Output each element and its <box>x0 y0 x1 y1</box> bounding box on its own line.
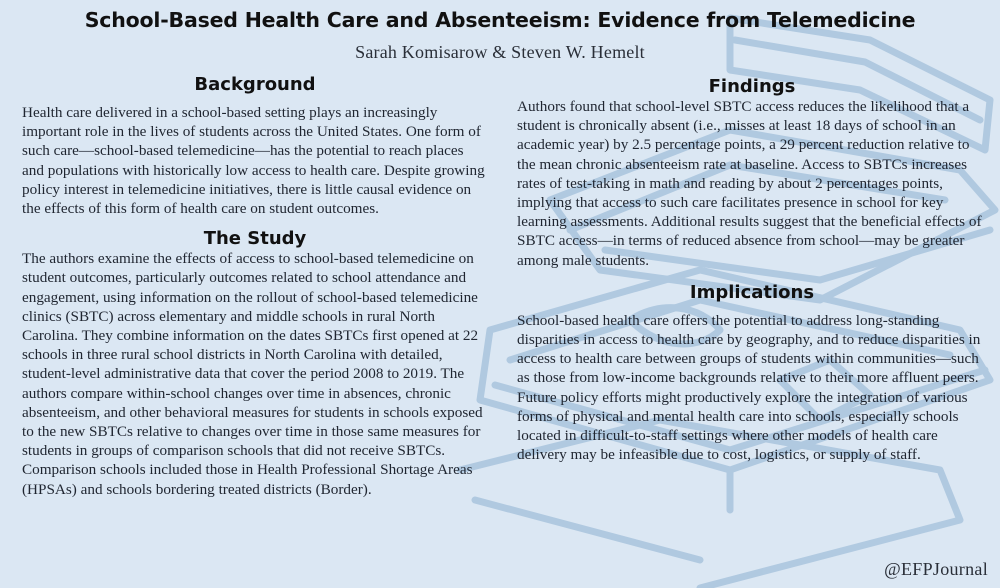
implications-text: School-based health care offers the potential to address long-standing disparities in access to health care by geography, and to reduce disparities in access to health care between groups of students within communities—such as those from low-income backgrounds relative to their more affluent peers. Future policy efforts might productively explore the integration of various forms of physical and mental health care into schools, especially schools located in difficult-to-staff settings where other models of health care delivery may be infeasible due to cost, logistics, or supply of staff. <box>517 311 981 464</box>
study-section <box>22 228 488 499</box>
findings-heading: Findings <box>708 76 796 97</box>
background-section <box>22 74 488 218</box>
page-title: School-Based Health Care and Absenteeism: Evidence from Telemedicine <box>84 8 916 32</box>
study-text: The authors examine the effects of access to school-based telemedicine on student outcomes, particularly outcomes related to school attendance and engagement, using information on the rollout of school-based telemedicine clinics (SBTC) across elementary and middle schools in rural North Carolina. They combine information on the dates SBTCs first opened at 22 schools in three rural school districts in North Carolina with detailed, student-level administrative data that cover the period 2008 to 2019. The authors compare within-school changes over time in absences, chronic absenteeism, and other behavioral measures for students in schools exposed to the new SBTCs relative to changes over time in those same measures for students in groups of comparison schools that did not receive SBTCs. Comparison schools included those in Health Professional Shortage Areas (HPSAs) and schools bordering treated districts (Border). <box>22 250 483 498</box>
background-heading: Background <box>194 74 316 95</box>
background-text: Health care delivered in a school-based setting plays an increasingly important role in the lives of students across the United States. One form of such care—school-based telemedicine—has the potential to reach places and populations with historically low access to health care. Despite growing policy interest in telemedicine initiatives, there is little causal evidence on the effects of this form of health care on student outcomes. <box>22 104 485 218</box>
findings-section <box>517 76 987 270</box>
left-column <box>22 72 488 499</box>
findings-text: Authors found that school-level SBTC access reduces the likelihood that a student is chronically absent (i.e., misses at least 18 days of school in an academic year) by 2.5 percentage points, a 29 percent reduction relative to the mean chronic absenteeism rate at baseline. Access to SBTCs increases rates of test-taking in math and reading by about 2 percentages points, implying that access to such care facilitates presence in school for key learning assessments. Additional results suggest that the beneficial effects of SBTC access—in terms of reduced absence from school—may be greater among male students. <box>517 98 982 269</box>
implications-heading: Implications <box>689 281 815 303</box>
authors-line: Sarah Komisarow & Steven W. Hemelt <box>355 42 645 62</box>
right-column <box>517 72 987 464</box>
implications-section <box>517 282 987 465</box>
journal-handle[interactable]: @EFPJournal <box>884 559 988 579</box>
study-heading: The Study <box>203 228 307 250</box>
